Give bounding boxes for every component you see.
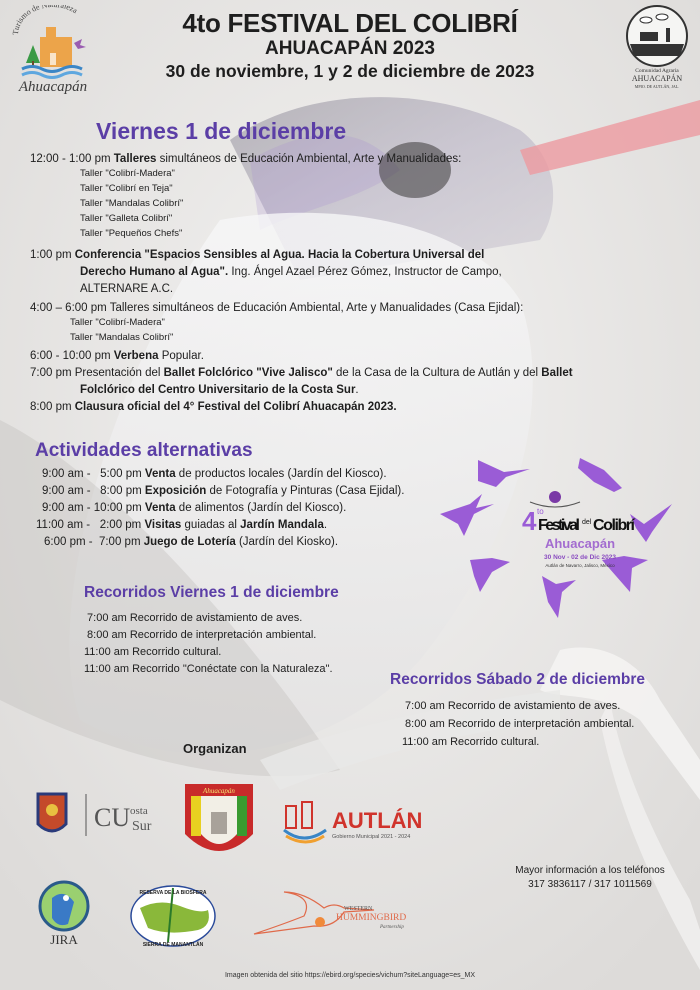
cu-text: CU bbox=[94, 803, 131, 832]
logo-name-text: Ahuacapán bbox=[18, 79, 88, 95]
festival-word2: Colibrí bbox=[593, 517, 635, 534]
taller-item: Taller "Mandalas Colibrí" bbox=[70, 332, 174, 343]
comunidad-line2: AHUACAPÁN bbox=[631, 74, 683, 83]
contact-line1: Mayor información a los teléfonos bbox=[515, 865, 665, 876]
festival-ordinal-sup: to bbox=[537, 507, 544, 516]
hummingbird-icon bbox=[602, 556, 648, 592]
event-ballet-cont: Folclórico del Centro Universitario de la Costa Sur. bbox=[80, 384, 359, 396]
western-line3: Partnership bbox=[380, 925, 404, 930]
autlan-logo bbox=[282, 796, 442, 846]
recorridos-viernes-heading: Recorridos Viernes 1 de diciembre bbox=[84, 584, 339, 601]
reserva-top: RESERVA DE LA BIOSFERA bbox=[139, 890, 207, 896]
recorrido-item: 11:00 am Recorrido cultural. bbox=[402, 736, 540, 748]
western-line1: WESTERN bbox=[344, 906, 373, 912]
hummingbird-icon bbox=[542, 576, 576, 618]
sur-text: Sur bbox=[132, 819, 152, 834]
event-conferencia-cont: Derecho Humano al Agua". Ing. Ángel Azael Pérez Gómez, Instructor de Campo, bbox=[80, 266, 502, 278]
recorrido-item: 7:00 am Recorrido de avistamiento de aves. bbox=[84, 612, 303, 624]
costa-text: osta bbox=[130, 805, 148, 817]
logo-arc-text: Turismo de N aleza bbox=[10, 5, 80, 36]
recorrido-item: 8:00 am Recorrido de interpretación ambiental. bbox=[84, 629, 317, 641]
festival-place: Ahuacapán bbox=[544, 536, 616, 551]
contact-phones: 317 3836117 / 317 1011569 bbox=[528, 879, 652, 890]
hummingbird-icon bbox=[440, 494, 494, 536]
festival-dates: 30 Nov - 02 de Dic 2023 bbox=[544, 554, 616, 561]
autlan-name: AUTLÁN bbox=[332, 808, 423, 833]
turismo-ahuacapan-logo bbox=[8, 5, 98, 95]
cu-costa-sur-logo bbox=[34, 786, 174, 842]
contact-info bbox=[500, 864, 680, 892]
organizan-heading: Organizan bbox=[183, 741, 247, 756]
hummingbird-icon bbox=[478, 460, 530, 487]
ahuacapan-shield-logo bbox=[183, 782, 255, 862]
page-title: 4to FESTIVAL DEL COLIBRÍ bbox=[182, 8, 518, 38]
event-verbena: 6:00 - 10:00 pm Verbena Popular. bbox=[30, 350, 204, 362]
event-conferencia-org: ALTERNARE A.C. bbox=[80, 283, 174, 295]
viernes-schedule bbox=[30, 152, 573, 416]
event-conferencia: 1:00 pm Conferencia "Espacios Sensibles al Agua. Hacia la Cobertura Universal del bbox=[30, 249, 485, 261]
viernes-heading: Viernes 1 de diciembre bbox=[96, 118, 347, 144]
recorrido-item: 7:00 am Recorrido de avistamiento de aves. bbox=[402, 700, 621, 712]
festival-location: Autlán de Navarro, Jalisco, México bbox=[545, 563, 615, 568]
comunidad-line1: Comunidad Agraria bbox=[635, 68, 679, 74]
event-talleres-ejidal: 4:00 – 6:00 pm Talleres simultáneos de Educación Ambiental, Arte y Manualidades (Casa Ejidal): bbox=[30, 302, 524, 314]
western-hummingbird-logo bbox=[252, 888, 412, 944]
reserva-manantlan-logo bbox=[128, 880, 218, 950]
alternativa-item: 11:00 am - 2:00 pm Visitas guiadas al Jardín Mandala. bbox=[36, 519, 328, 531]
event-clausura: 8:00 pm Clausura oficial del 4° Festival del Colibrí Ahuacapán 2023. bbox=[30, 401, 397, 413]
alternativa-item: 6:00 pm - 7:00 pm Juego de Lotería (Jardín del Kiosko). bbox=[44, 536, 339, 548]
alternativa-item: 9:00 am - 5:00 pm Venta de productos locales (Jardín del Kiosco). bbox=[42, 468, 387, 480]
festival-word1: Festival bbox=[538, 517, 580, 534]
event-ballet: 7:00 pm Presentación del Ballet Folclórico "Vive Jalisco" de la Casa de la Cultura de Autlán y del Ballet bbox=[30, 367, 573, 379]
recorridos-viernes-list bbox=[84, 610, 333, 678]
page-dates: 30 de noviembre, 1 y 2 de diciembre de 2023 bbox=[165, 61, 535, 81]
alternativas-list bbox=[36, 466, 404, 551]
hummingbird-icon bbox=[578, 458, 622, 492]
alternativa-item: 9:00 am - 8:00 pm Exposición de Fotografía y Pinturas (Casa Ejidal). bbox=[42, 485, 405, 497]
festival-word-del: del bbox=[582, 519, 592, 526]
recorridos-sabado-heading: Recorridos Sábado 2 de diciembre bbox=[390, 671, 645, 688]
autlan-sub: Gobierno Municipal 2021 - 2024 bbox=[332, 834, 411, 840]
jira-logo bbox=[36, 878, 92, 958]
alternativas-heading: Actividades alternativas bbox=[35, 440, 253, 461]
hummingbird-icon bbox=[470, 558, 510, 592]
taller-item: Taller "Colibrí-Madera" bbox=[70, 317, 165, 328]
jira-text: JIRA bbox=[50, 932, 78, 947]
reserva-bottom: SIERRA DE MANANTLÁN bbox=[142, 942, 204, 948]
taller-item: Taller "Colibrí en Teja" bbox=[80, 183, 173, 194]
taller-item: Taller "Colibrí-Madera" bbox=[80, 168, 175, 179]
page-subtitle: AHUACAPÁN 2023 bbox=[265, 38, 435, 59]
festival-colibri-logo bbox=[430, 452, 680, 627]
event-talleres: 12:00 - 1:00 pm Talleres simultáneos de Educación Ambiental, Arte y Manualidades: bbox=[30, 153, 462, 165]
western-line2: HUMMINGBIRD bbox=[336, 913, 407, 923]
recorridos-sabado-list bbox=[402, 697, 634, 751]
festival-ordinal: 4 bbox=[522, 506, 537, 536]
svg-text:Turismo de Naturaleza bbox=[11, 5, 79, 35]
comunidad-line3: MPIO. DE AUTLÁN, JAL. bbox=[634, 84, 680, 89]
taller-item: Taller "Galleta Colibrí" bbox=[80, 213, 173, 224]
taller-item: Taller "Mandalas Colibrí" bbox=[80, 198, 184, 209]
recorrido-item: 11:00 am Recorrido "Conéctate con la Naturaleza". bbox=[84, 663, 333, 675]
alternativa-item: 9:00 am - 10:00 pm Venta de alimentos (Jardín del Kiosco). bbox=[42, 502, 347, 514]
hummingbird-icon bbox=[630, 504, 672, 542]
recorrido-item: 11:00 am Recorrido cultural. bbox=[84, 646, 222, 658]
shield-text: Ahuacapán bbox=[203, 787, 235, 795]
taller-item: Taller "Pequeños Chefs" bbox=[80, 228, 183, 239]
comunidad-agraria-logo bbox=[622, 4, 692, 90]
image-credit: Imagen obtenida del sitio https://ebird.org/species/vichum?siteLanguage=es_MX bbox=[224, 972, 475, 979]
recorrido-item: 8:00 am Recorrido de interpretación ambiental. bbox=[402, 718, 635, 730]
